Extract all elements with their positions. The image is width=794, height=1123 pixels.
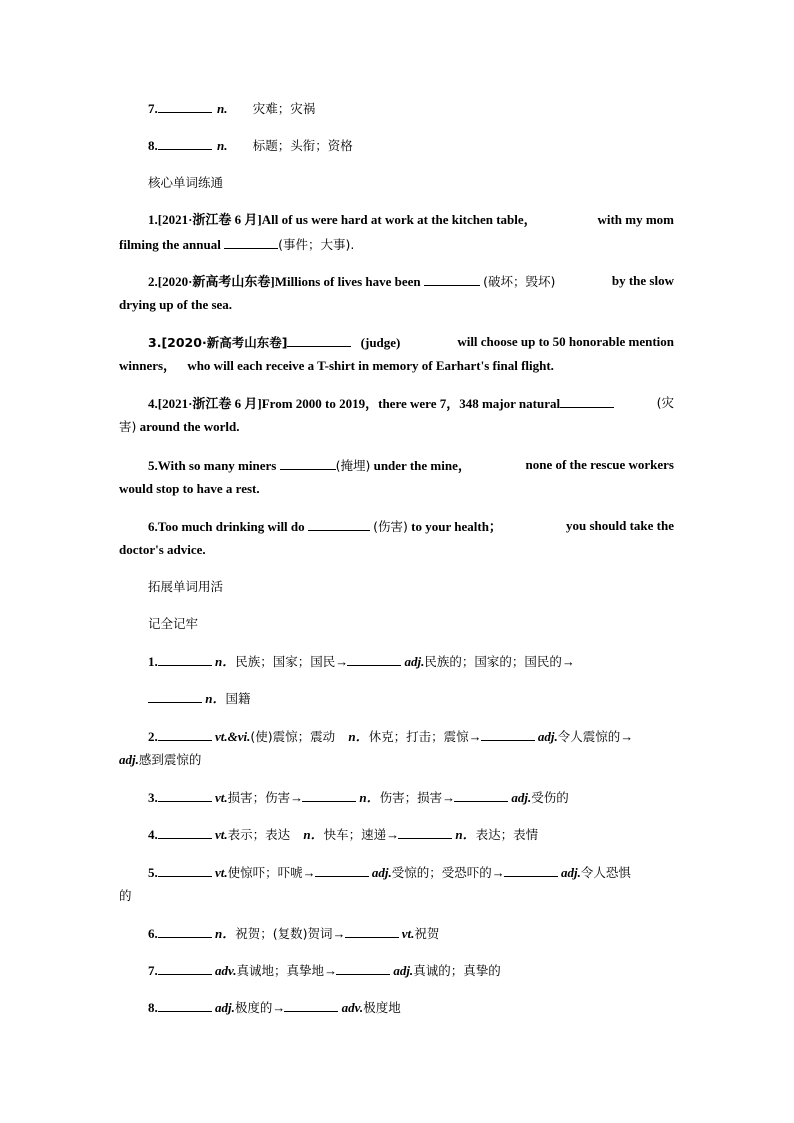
answer-blank[interactable] <box>315 863 369 877</box>
exercise-3-line-2: winners， who will each receive a T-shirt in memory of Earhart's final flight. <box>119 358 554 373</box>
exercise-6-line-2: doctor's advice. <box>119 542 206 557</box>
exercise-1-line-2: filming the annual (事件；大事). <box>119 237 355 252</box>
arrow-icon: → <box>620 729 633 744</box>
exercise-4-line-1: 4.[2021·浙江卷 6 月]From 2000 to 2019，there were 7，348 major natural (灾 <box>148 395 674 411</box>
word-family-8: 8. adj.极度的→ adv.极度地 <box>148 1000 401 1015</box>
arrow-icon: → <box>491 865 504 880</box>
arrow-icon: → <box>335 654 348 669</box>
answer-blank[interactable] <box>284 998 338 1012</box>
answer-blank[interactable] <box>345 924 399 938</box>
exercise-3-line-1: 3.[2020·新高考山东卷] (judge) will choose up to 50 honorable mention <box>148 334 674 350</box>
item-number: 7. <box>148 101 158 116</box>
word-family-2-cont: adj.感到震惊的 <box>119 752 202 767</box>
section-heading-memorize: 记全记牢 <box>148 616 199 631</box>
arrow-icon: → <box>468 729 481 744</box>
answer-blank[interactable] <box>560 394 614 408</box>
answer-blank[interactable] <box>158 652 212 666</box>
vocab-line-8 <box>148 136 353 155</box>
part-of-speech: n. <box>217 101 228 116</box>
answer-blank[interactable] <box>424 272 480 286</box>
section-heading-expand: 拓展单词用活 <box>148 579 224 594</box>
exercise-6-line-1: 6.Too much drinking will do (伤害) to your health； you should take the <box>148 518 674 534</box>
section-heading-core: 核心单词练通 <box>148 175 224 190</box>
part-of-speech: n. <box>217 138 228 153</box>
arrow-icon: → <box>332 926 345 941</box>
meaning: 灾难；灾祸 <box>252 101 316 116</box>
vocab-line-7 <box>148 99 315 118</box>
word-family-7: 7. adv.真诚地；真挚地→ adj.真诚的；真挚的 <box>148 963 501 978</box>
word-family-1: 1. n．民族；国家；国民→ adj.民族的；国家的；国民的→ <box>148 654 574 669</box>
word-family-4: 4. vt.表示；表达 n．快车；速递→ n．表达；表情 <box>148 827 539 842</box>
answer-blank[interactable] <box>158 136 212 150</box>
answer-blank[interactable] <box>158 961 212 975</box>
answer-blank[interactable] <box>504 863 558 877</box>
answer-blank[interactable] <box>158 99 212 113</box>
answer-blank[interactable] <box>158 825 212 839</box>
answer-blank[interactable] <box>398 825 452 839</box>
exercise-2-line-2: drying up of the sea. <box>119 297 233 312</box>
answer-blank[interactable] <box>454 788 508 802</box>
arrow-icon: → <box>290 790 303 805</box>
answer-blank[interactable] <box>287 333 351 347</box>
exercise-2-line-1: 2.[2020·新高考山东卷]Millions of lives have been (破坏；毁坏) by the slow <box>148 273 674 289</box>
answer-blank[interactable] <box>158 863 212 877</box>
answer-blank[interactable] <box>224 235 278 249</box>
word-family-1-cont: n．国籍 <box>148 689 251 708</box>
answer-blank[interactable] <box>158 998 212 1012</box>
exercise-1-line-1: 1.[2021·浙江卷 6 月]All of us were hard at work at the kitchen table， with my mom <box>148 212 674 227</box>
answer-blank[interactable] <box>158 924 212 938</box>
answer-blank[interactable] <box>481 727 535 741</box>
answer-blank[interactable] <box>336 961 390 975</box>
word-family-6: 6. n．祝贺；(复数)贺词→ vt.祝贺 <box>148 926 440 941</box>
arrow-icon: → <box>324 963 337 978</box>
exercise-5-line-1: 5.With so many miners (掩埋) under the mine， none of the rescue workers <box>148 457 674 473</box>
answer-blank[interactable] <box>158 788 212 802</box>
answer-blank[interactable] <box>148 689 202 703</box>
meaning: 标题；头衔；资格 <box>252 138 353 153</box>
word-family-3: 3. vt.损害；伤害→ n．伤害；损害→ adj.受伤的 <box>148 790 569 805</box>
arrow-icon: → <box>386 827 399 842</box>
answer-blank[interactable] <box>302 788 356 802</box>
answer-blank[interactable] <box>308 517 370 531</box>
exercise-5-line-2: would stop to have a rest. <box>119 481 260 496</box>
arrow-icon: → <box>272 1000 285 1015</box>
arrow-icon: → <box>302 865 315 880</box>
exercise-4-line-2: 害) around the world. <box>119 419 240 434</box>
word-family-5-cont: 的 <box>119 888 132 903</box>
word-family-2: 2. vt.&vi.(使)震惊；震动 n．休克；打击；震惊→ adj.令人震惊的→ <box>148 729 633 744</box>
word-family-5: 5. vt.使惊吓；吓唬→ adj.受惊的；受恐吓的→ adj.令人恐惧 <box>148 865 631 880</box>
arrow-icon: → <box>442 790 455 805</box>
item-number: 8. <box>148 138 158 153</box>
arrow-icon: → <box>561 654 574 669</box>
answer-blank[interactable] <box>280 456 336 470</box>
answer-blank[interactable] <box>347 652 401 666</box>
answer-blank[interactable] <box>158 727 212 741</box>
